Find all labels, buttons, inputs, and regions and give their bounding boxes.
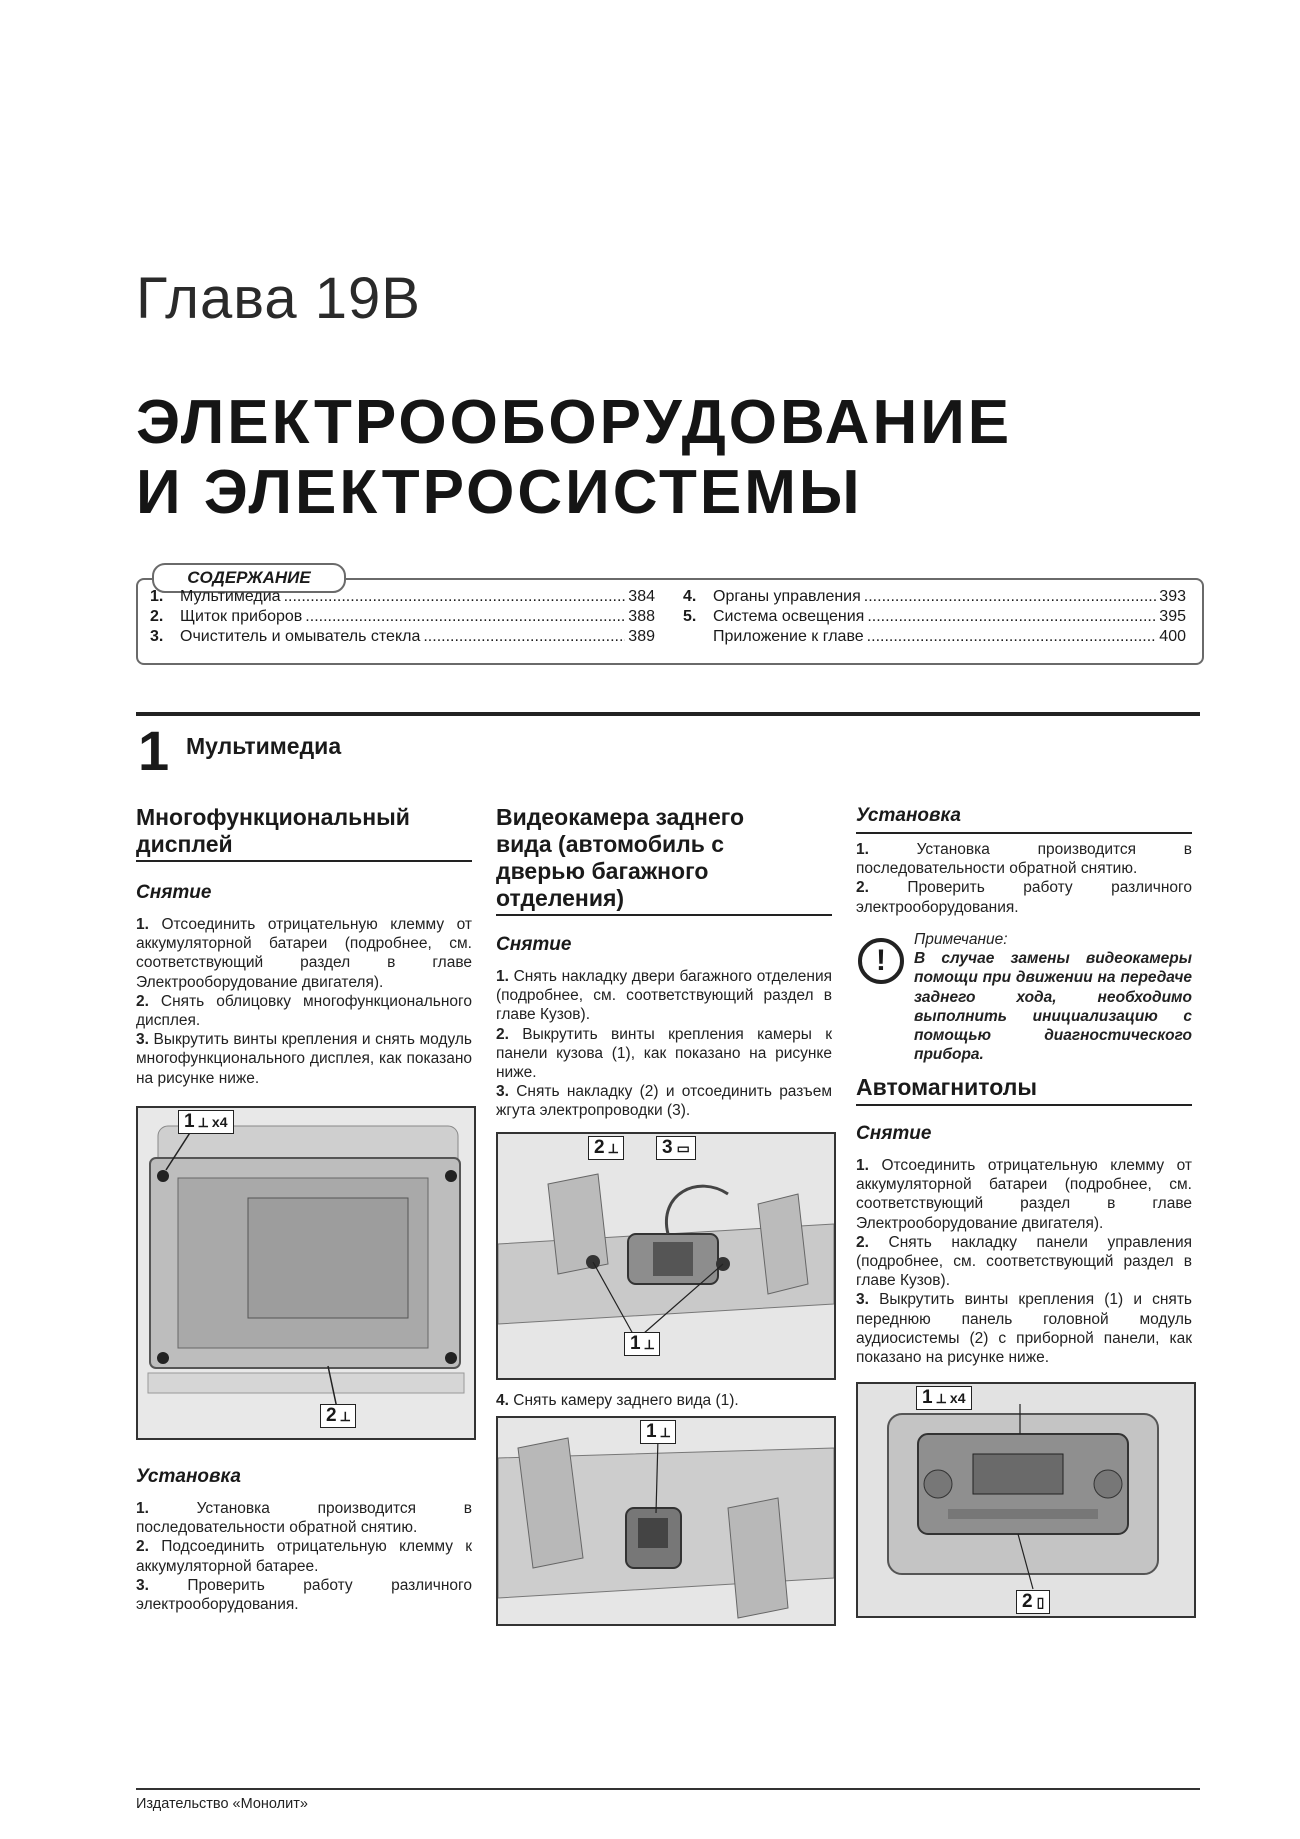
step: 2. Выкрутить винты крепления камеры к панели кузова (1), как показано на рисунке ниже. [496, 1025, 833, 1082]
display-illustration [138, 1108, 474, 1438]
screw-icon: ⟂ [936, 1390, 946, 1406]
contents-label: СОДЕРЖАНИЕ [152, 563, 346, 593]
step: 3. Выкрутить винты крепления (1) и снять переднюю панель головной модуль аудиосистемы (2) с приборной панели, как показано на рисунке ниже. [856, 1291, 1192, 1367]
step: 1. Установка производится в последовательности обратной снятию. [136, 1500, 472, 1537]
note-text: В случае замены видеокамеры помощи при движении на передаче заднего хода, необходимо выполнить инициализацию с помощью диагностического прибора. [914, 950, 1192, 1064]
section-number: 1 [138, 719, 170, 782]
section-title: Мультимедиа [186, 733, 342, 759]
screw-icon: ⟂ [340, 1408, 350, 1424]
toc-page: 395 [1159, 608, 1186, 625]
callout: 1 ⟂ [640, 1420, 676, 1444]
step: 2. Подсоединить отрицательную клемму к аккумуляторной батарее. [136, 1538, 473, 1575]
col2-step4 [496, 1391, 832, 1410]
col1-removal-title: Снятие [136, 882, 212, 903]
camera-figure-1 [496, 1132, 836, 1380]
screw-icon: ⟂ [660, 1424, 670, 1440]
col3-install-title: Установка [856, 805, 961, 826]
col3-removal-title: Снятие [856, 1123, 932, 1144]
screw-icon: ⟂ [644, 1336, 654, 1352]
camera-illustration [498, 1418, 834, 1624]
toc-label: Органы управления [713, 588, 861, 605]
col3-install-steps [856, 840, 1192, 917]
col1-removal-steps [136, 915, 472, 1088]
toc-item[interactable] [683, 607, 1186, 627]
toc-item[interactable] [150, 627, 655, 647]
toc-label: Щиток приборов [180, 608, 303, 625]
step: 3. Выкрутить винты крепления и снять модуль многофункционального дисплея, как показано на рисунке ниже. [136, 1031, 472, 1087]
toc-label: Приложение к главе [713, 628, 864, 645]
heading-rule [856, 1104, 1192, 1106]
toc-leader [867, 607, 1156, 627]
col2-removal-steps [496, 967, 832, 1121]
step: 1. Снять накладку двери багажного отделения (подробнее, см. соответствующий раздел в главе Кузов). [496, 968, 832, 1024]
col2-removal-title: Снятие [496, 934, 572, 955]
screw-icon: ⟂ [198, 1114, 208, 1130]
chapter-title-line-1: ЭЛЕКТРООБОРУДОВАНИЕ [136, 388, 1013, 457]
callout: 1 ⟂ x4 [916, 1386, 972, 1410]
toc-num: 1. [150, 588, 164, 605]
toc-label: Очиститель и омыватель стекла [180, 628, 421, 645]
note-block [914, 930, 1192, 1064]
toc-num [683, 627, 713, 647]
callout: 2 ⟂ [320, 1404, 356, 1428]
callout: 3 ▭ [656, 1136, 696, 1160]
radio-removal-figure [856, 1382, 1196, 1618]
toc-leader [864, 587, 1157, 607]
note-label: Примечание: [914, 931, 1008, 948]
toc-item[interactable] [150, 607, 655, 627]
toc-label: Система освещения [713, 608, 865, 625]
camera-figure-2 [496, 1416, 836, 1626]
callout: 2 ⟂ [588, 1136, 624, 1160]
callout: 1 ⟂ [624, 1332, 660, 1356]
toc-page: 388 [628, 608, 655, 625]
toc-num: 3. [150, 628, 164, 645]
publisher-footer: Издательство «Монолит» [136, 1796, 308, 1812]
step: 3. Проверить работу различного электрооборудования. [136, 1576, 472, 1614]
connector-icon: ▭ [676, 1140, 690, 1156]
toc-page: 393 [1159, 588, 1186, 605]
col3-heading: Автомагнитолы [856, 1074, 1037, 1100]
toc-item[interactable] [683, 587, 1186, 607]
step: 1. Установка производится в последовательности обратной снятию. [856, 841, 1192, 878]
step: 2. Проверить работу различного электрооборудования. [856, 879, 1192, 916]
toc-page: 384 [628, 588, 655, 605]
warning-exclamation-icon: ! [858, 938, 904, 984]
step: 2. Снять облицовку многофункционального дисплея. [136, 992, 472, 1030]
toc-num: 2. [150, 608, 164, 625]
step: 2. Снять накладку панели управления (подробнее, см. соответствующий раздел в главе Кузов). [856, 1233, 1192, 1290]
toc-leader [423, 627, 625, 647]
radio-illustration [858, 1384, 1194, 1616]
clip-icon: ▯ [1036, 1594, 1045, 1610]
chapter-label: Глава 19В [136, 266, 421, 331]
toc-label: Мультимедиа [180, 588, 281, 605]
toc-page: 400 [1159, 628, 1186, 645]
col3-removal-steps [856, 1156, 1192, 1367]
step: 4. Снять камеру заднего вида (1). [496, 1392, 739, 1409]
step: 3. Снять накладку (2) и отсоединить разъем жгута электропроводки (3). [496, 1083, 832, 1120]
col1-install-steps [136, 1499, 472, 1614]
footer-rule [136, 1788, 1200, 1790]
section-rule [136, 712, 1200, 716]
toc-num: 5. [683, 608, 697, 625]
toc-leader [867, 627, 1157, 647]
callout: 2 ▯ [1016, 1590, 1050, 1614]
step: 1. Отсоединить отрицательную клемму от аккумуляторной батареи (подробнее, см. соответствующий раздел в главе Электрооборудование двигателя). [136, 916, 472, 991]
toc-item[interactable] [150, 587, 655, 607]
heading-rule [856, 832, 1192, 834]
step: 1. Отсоединить отрицательную клемму от аккумуляторной батареи (подробнее, см. соответствующий раздел в главе Электрооборудование двигателя). [856, 1157, 1192, 1232]
screw-icon: ⟂ [608, 1140, 618, 1156]
heading-rule [136, 860, 472, 862]
display-removal-figure [136, 1106, 476, 1440]
col1-heading: Многофункциональный дисплей [136, 804, 410, 857]
heading-rule [496, 914, 832, 916]
col1-install-title: Установка [136, 1466, 241, 1487]
toc-num: 4. [683, 588, 697, 605]
toc-page: 389 [628, 628, 655, 645]
callout: 1 ⟂ x4 [178, 1110, 234, 1134]
chapter-title-line-2: И ЭЛЕКТРОСИСТЕМЫ [136, 458, 863, 527]
toc-item[interactable] [683, 627, 1186, 647]
camera-illustration [498, 1134, 834, 1378]
toc-leader [284, 587, 626, 607]
toc-leader [305, 607, 625, 627]
col2-heading: Видеокамера заднего вида (автомобиль с дверью багажного отделения) [496, 804, 745, 911]
